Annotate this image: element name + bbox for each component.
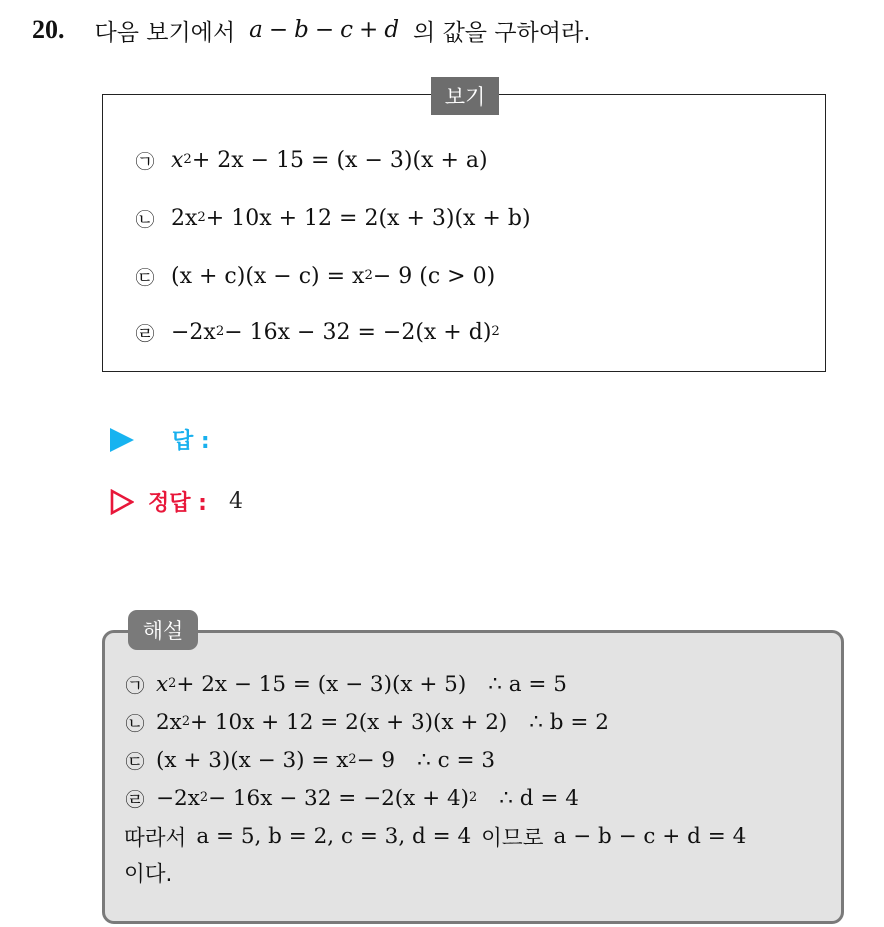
problem-header — [32, 8, 591, 52]
marker-nieun: ㉡ — [125, 712, 145, 735]
solution-line: ㉠ x 2 + 2x − 15 = (x − 3)(x + 5) ∴ a = 5 — [125, 671, 567, 697]
play-outline-icon — [110, 489, 134, 515]
solution-line: ㉣ −2x 2 − 16x − 32 = −2(x + 4) 2 ∴ d = 4 — [125, 785, 579, 811]
solution-summary-end: 이다. — [124, 861, 173, 887]
solution-line: ㉡ 2x 2 + 10x + 12 = 2(x + 3)(x + 2) ∴ b = 2 — [125, 709, 609, 735]
solution-label: 해설 — [128, 610, 198, 650]
marker-giyeok: ㉠ — [135, 150, 155, 173]
bogi-label: 보기 — [431, 77, 499, 115]
solution-line: ㉢ (x + 3)(x − 3) = x 2 − 9 ∴ c = 3 — [125, 747, 495, 773]
correct-answer-label: 정답 : — [148, 491, 207, 516]
problem-text-after: 의 값을 구하여라. — [413, 19, 591, 46]
marker-rieul: ㉣ — [135, 322, 155, 345]
problem-number: 20. — [32, 15, 65, 44]
correct-answer-row — [110, 486, 243, 517]
problem-expression: a − b − c + d — [249, 17, 400, 43]
marker-nieun: ㉡ — [135, 208, 155, 231]
marker-digeut: ㉢ — [135, 266, 155, 289]
bogi-item: ㉣ −2x 2 − 16x − 32 = −2(x + d) 2 — [133, 315, 500, 349]
answer-row — [110, 424, 210, 455]
solution-summary: 따라서 a = 5, b = 2, c = 3, d = 4 이므로 a − b − c + d = 4 — [124, 823, 747, 851]
problem-text-before: 다음 보기에서 — [94, 19, 236, 46]
correct-answer-value: 4 — [228, 489, 243, 514]
play-icon — [110, 428, 134, 452]
marker-giyeok: ㉠ — [125, 674, 145, 697]
bogi-item: ㉡ 2x 2 + 10x + 12 = 2(x + 3)(x + b) — [133, 201, 531, 235]
bogi-item: ㉢ (x + c)(x − c) = x 2 − 9 (c > 0) — [133, 259, 495, 293]
bogi-box — [102, 85, 826, 372]
answer-label: 답 : — [172, 429, 210, 454]
marker-rieul: ㉣ — [125, 788, 145, 811]
marker-digeut: ㉢ — [125, 750, 145, 773]
bogi-item: ㉠ x 2 + 2x − 15 = (x − 3)(x + a) — [133, 143, 488, 177]
